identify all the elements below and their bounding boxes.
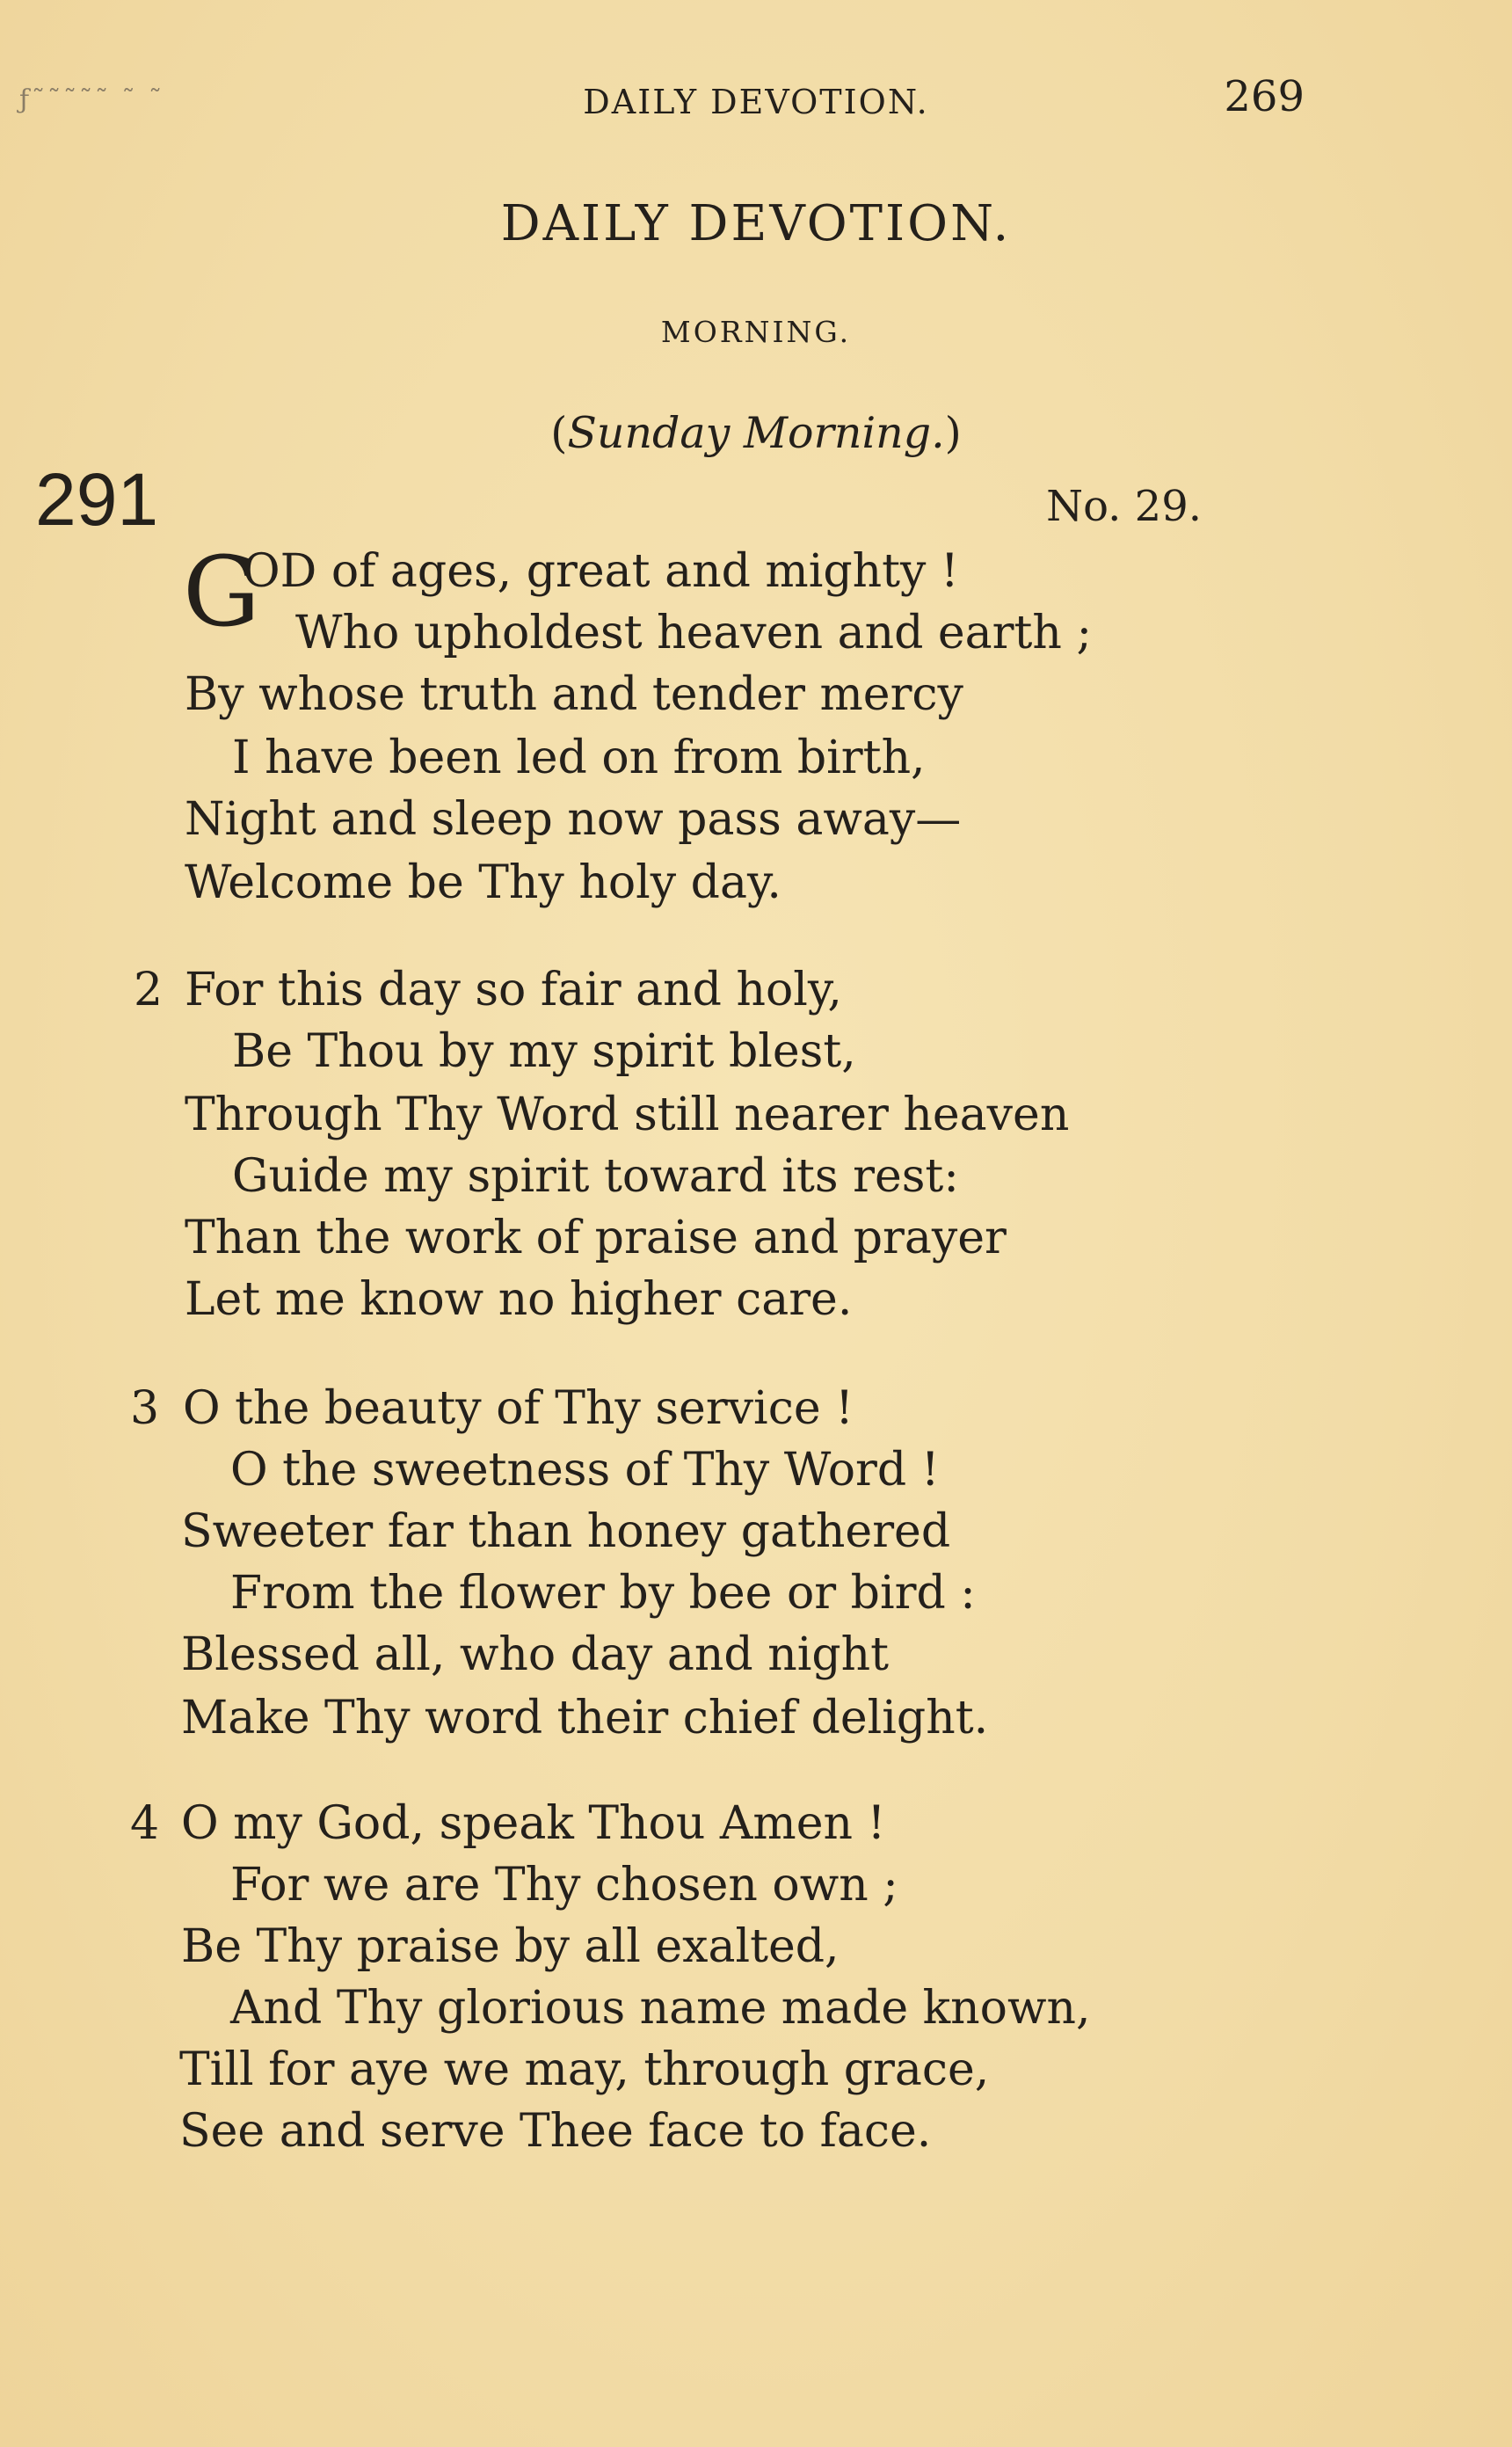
stanza-number: 4 [130, 1797, 160, 1850]
verse-line: Night and sleep now pass away— [185, 793, 962, 846]
hymn-number: 291 [35, 458, 159, 541]
verse-line: OD of ages, great and mighty ! [243, 545, 959, 598]
stanza-number: 3 [130, 1382, 160, 1435]
occasion-text: Sunday Morning. [567, 408, 945, 458]
occasion-close-paren: ) [944, 408, 962, 458]
occasion-open-paren: ( [550, 408, 568, 458]
occasion-heading [0, 408, 1512, 458]
verse-line: Guide my spirit toward its rest: [232, 1150, 959, 1203]
verse-line: O the sweetness of Thy Word ! [230, 1444, 940, 1497]
verse-line: Welcome be Thy holy day. [185, 856, 781, 909]
verse-line: Let me know no higher care. [185, 1273, 853, 1326]
verse-line: Be Thou by my spirit blest, [232, 1025, 856, 1078]
tune-reference: No. 29. [1046, 482, 1202, 531]
verse-line: Make Thy word their chief delight. [181, 1692, 989, 1744]
drop-cap: G [183, 535, 260, 648]
verse-line: By whose truth and tender mercy [185, 668, 963, 721]
verse-line: I have been led on from birth, [232, 732, 926, 784]
stanza-number: 2 [134, 964, 164, 1016]
section-title: DAILY DEVOTION. [500, 195, 1012, 252]
verse-line: And Thy glorious name made known, [230, 1982, 1091, 2035]
verse-line: Till for aye we may, through grace, [179, 2043, 990, 2096]
verse-line: Through Thy Word still nearer heaven [185, 1089, 1070, 1141]
verse-line: For this day so fair and holy, [185, 964, 842, 1016]
verse-line: From the flower by bee or bird : [230, 1567, 976, 1620]
verse-line: Who upholdest heaven and earth ; [295, 607, 1092, 659]
verse-line: Than the work of praise and prayer [185, 1212, 1007, 1264]
verse-line: See and serve Thee face to face. [179, 2105, 932, 2158]
verse-line: Be Thy praise by all exalted, [181, 1920, 840, 1973]
verse-line: O my God, speak Thou Amen ! [181, 1797, 886, 1850]
verse-line: O the beauty of Thy service ! [183, 1382, 854, 1435]
verse-line: Blessed all, who day and night [181, 1628, 890, 1681]
page-number: 269 [1224, 72, 1305, 121]
subsection-heading: MORNING. [660, 315, 852, 349]
verse-line: For we are Thy chosen own ; [230, 1859, 898, 1912]
running-head: DAILY DEVOTION. [583, 83, 929, 121]
corner-mark: ƒ˜˜˜˜˜ ˜ ˜ [19, 84, 165, 115]
verse-line: Sweeter far than honey gathered [181, 1505, 951, 1558]
